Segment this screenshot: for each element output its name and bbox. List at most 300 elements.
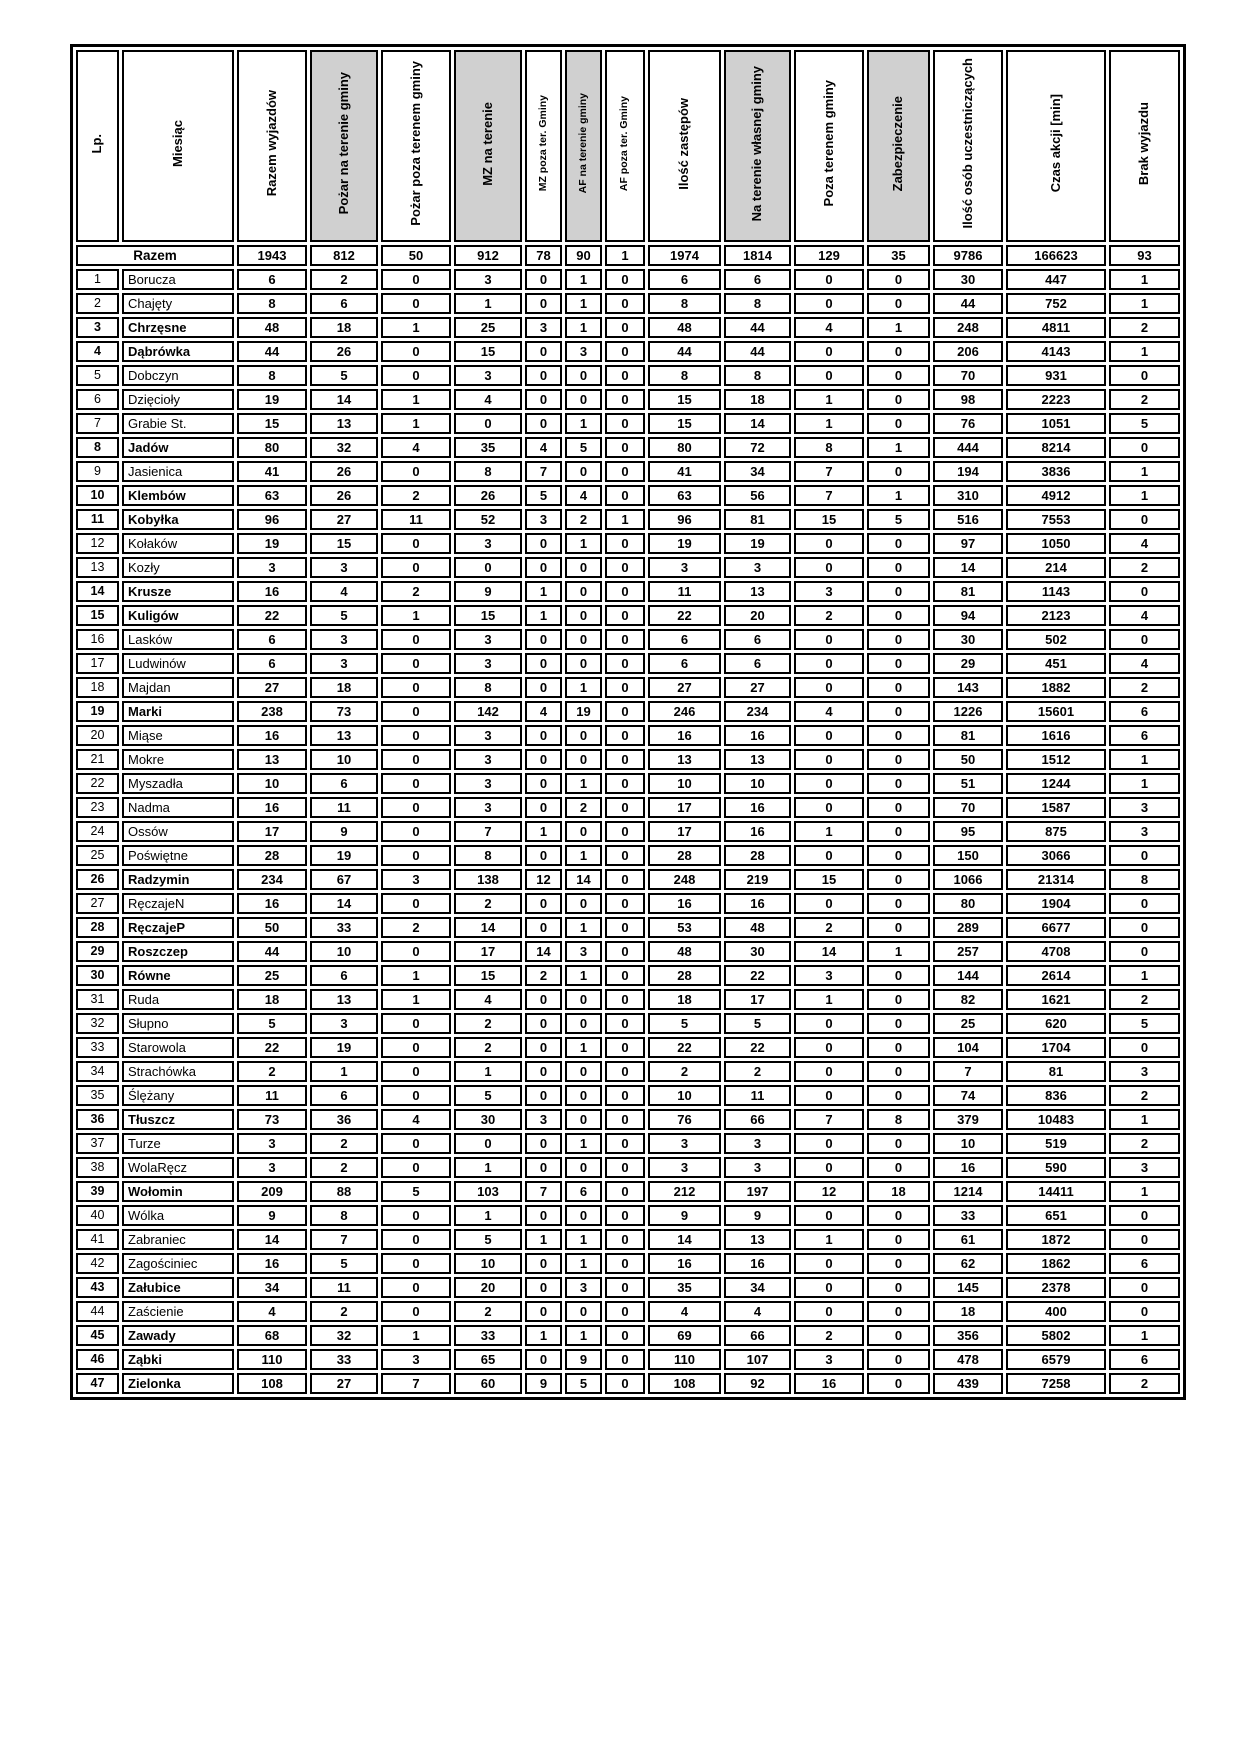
cell-value: 0	[605, 917, 645, 938]
cell-value: 28	[237, 845, 307, 866]
cell-value: 4143	[1006, 341, 1106, 362]
table-row	[76, 1349, 1180, 1370]
cell-value: 0	[525, 293, 562, 314]
cell-value: 27	[237, 677, 307, 698]
cell-value: 4	[794, 701, 864, 722]
cell-value: 0	[605, 605, 645, 626]
cell-value: 1	[381, 989, 451, 1010]
cell-value: 1	[1109, 485, 1180, 506]
cell-value: 107	[724, 1349, 791, 1370]
col-header-label: Pożar na terenie gminy	[335, 72, 351, 215]
col-header-3	[310, 50, 378, 242]
cell-value: 7	[794, 485, 864, 506]
cell-value: 1	[1109, 269, 1180, 290]
cell-value: 108	[648, 1373, 721, 1394]
cell-value: 44	[237, 941, 307, 962]
cell-value: 0	[525, 389, 562, 410]
table-row	[76, 1061, 1180, 1082]
cell-value: 0	[605, 437, 645, 458]
cell-value: 0	[605, 1325, 645, 1346]
cell-value: 0	[867, 869, 930, 890]
cell-value: 1512	[1006, 749, 1106, 770]
cell-value: 0	[605, 413, 645, 434]
cell-value: 5	[454, 1229, 522, 1250]
row-number: 45	[76, 1325, 119, 1346]
cell-value: 34	[724, 1277, 791, 1298]
row-number: 22	[76, 773, 119, 794]
table-row	[76, 1037, 1180, 1058]
col-header-label: Razem wyjazdów	[263, 90, 279, 197]
cell-value: 0	[381, 773, 451, 794]
municipality-name: Nadma	[122, 797, 234, 818]
cell-value: 3	[310, 1013, 378, 1034]
cell-value: 246	[648, 701, 721, 722]
cell-value: 0	[454, 413, 522, 434]
cell-value: 13	[237, 749, 307, 770]
cell-value: 0	[525, 1253, 562, 1274]
cell-value: 0	[867, 1325, 930, 1346]
row-number: 25	[76, 845, 119, 866]
cell-value: 1621	[1006, 989, 1106, 1010]
cell-value: 1051	[1006, 413, 1106, 434]
cell-value: 478	[933, 1349, 1003, 1370]
cell-value: 6	[310, 293, 378, 314]
cell-value: 1	[1109, 293, 1180, 314]
cell-value: 1	[1109, 461, 1180, 482]
cell-value: 41	[648, 461, 721, 482]
cell-value: 0	[525, 365, 562, 386]
cell-value: 3	[1109, 821, 1180, 842]
cell-value: 150	[933, 845, 1003, 866]
cell-value: 7258	[1006, 1373, 1106, 1394]
cell-value: 8	[1109, 869, 1180, 890]
cell-value: 0	[525, 1013, 562, 1034]
cell-value: 0	[565, 365, 602, 386]
cell-value: 94	[933, 605, 1003, 626]
cell-value: 66	[724, 1109, 791, 1130]
cell-value: 0	[605, 941, 645, 962]
cell-value: 6	[1109, 1349, 1180, 1370]
cell-value: 13	[724, 1229, 791, 1250]
cell-value: 15	[648, 413, 721, 434]
cell-value: 4912	[1006, 485, 1106, 506]
cell-value: 1	[1109, 749, 1180, 770]
cell-value: 9	[648, 1205, 721, 1226]
cell-value: 14	[724, 413, 791, 434]
cell-value: 7	[454, 821, 522, 842]
cell-value: 13	[648, 749, 721, 770]
cell-value: 8214	[1006, 437, 1106, 458]
cell-value: 28	[724, 845, 791, 866]
cell-value: 32	[310, 437, 378, 458]
cell-value: 18	[310, 677, 378, 698]
cell-value: 6	[724, 269, 791, 290]
cell-value: 56	[724, 485, 791, 506]
cell-value: 15	[237, 413, 307, 434]
table-row	[76, 1229, 1180, 1250]
table-row	[76, 1325, 1180, 1346]
cell-value: 3	[310, 557, 378, 578]
table-row	[76, 1157, 1180, 1178]
cell-value: 0	[381, 557, 451, 578]
cell-value: 9	[310, 821, 378, 842]
row-number: 47	[76, 1373, 119, 1394]
cell-value: 0	[867, 1157, 930, 1178]
cell-value: 0	[794, 293, 864, 314]
cell-value: 69	[648, 1325, 721, 1346]
municipality-name: Zielonka	[122, 1373, 234, 1394]
cell-value: 502	[1006, 629, 1106, 650]
cell-value: 65	[454, 1349, 522, 1370]
cell-value: 1	[794, 1229, 864, 1250]
cell-value: 0	[381, 1301, 451, 1322]
header-row	[76, 50, 1180, 242]
cell-value: 14	[237, 1229, 307, 1250]
col-header-12	[867, 50, 930, 242]
cell-value: 12	[794, 1181, 864, 1202]
cell-value: 0	[605, 581, 645, 602]
cell-value: 0	[867, 773, 930, 794]
cell-value: 20	[724, 605, 791, 626]
row-number: 1	[76, 269, 119, 290]
cell-value: 16	[237, 1253, 307, 1274]
row-number: 41	[76, 1229, 119, 1250]
cell-value: 1	[565, 533, 602, 554]
cell-value: 15	[794, 869, 864, 890]
cell-value: 1	[565, 317, 602, 338]
cell-value: 0	[605, 365, 645, 386]
table-row	[76, 773, 1180, 794]
cell-value: 0	[605, 629, 645, 650]
cell-value: 620	[1006, 1013, 1106, 1034]
row-number: 24	[76, 821, 119, 842]
cell-value: 18	[648, 989, 721, 1010]
cell-value: 2	[310, 1157, 378, 1178]
cell-value: 80	[648, 437, 721, 458]
cell-value: 248	[933, 317, 1003, 338]
cell-value: 0	[565, 1061, 602, 1082]
cell-value: 81	[933, 725, 1003, 746]
cell-value: 0	[525, 1061, 562, 1082]
municipality-name: Chajęty	[122, 293, 234, 314]
cell-value: 0	[867, 1037, 930, 1058]
cell-value: 0	[525, 1085, 562, 1106]
cell-value: 516	[933, 509, 1003, 530]
cell-value: 2	[525, 965, 562, 986]
cell-value: 4	[454, 389, 522, 410]
cell-value: 0	[525, 533, 562, 554]
cell-value: 15601	[1006, 701, 1106, 722]
cell-value: 5	[454, 1085, 522, 1106]
cell-value: 5	[648, 1013, 721, 1034]
cell-value: 13	[724, 581, 791, 602]
cell-value: 0	[794, 1133, 864, 1154]
cell-value: 28	[648, 965, 721, 986]
cell-value: 0	[867, 797, 930, 818]
cell-value: 0	[867, 917, 930, 938]
cell-value: 8	[724, 365, 791, 386]
cell-value: 15	[454, 965, 522, 986]
cell-value: 0	[605, 1013, 645, 1034]
municipality-name: Ruda	[122, 989, 234, 1010]
cell-value: 1	[565, 965, 602, 986]
cell-value: 14	[565, 869, 602, 890]
cell-value: 0	[565, 389, 602, 410]
cell-value: 2	[454, 1013, 522, 1034]
municipality-name: Jasienica	[122, 461, 234, 482]
cell-value: 82	[933, 989, 1003, 1010]
row-number: 18	[76, 677, 119, 698]
cell-value: 3	[381, 1349, 451, 1370]
cell-value: 0	[1109, 1229, 1180, 1250]
col-header-11	[794, 50, 864, 242]
table-row	[76, 485, 1180, 506]
cell-value: 5	[310, 365, 378, 386]
cell-value: 3	[310, 653, 378, 674]
cell-value: 1	[565, 1037, 602, 1058]
cell-value: 27	[648, 677, 721, 698]
cell-value: 7	[933, 1061, 1003, 1082]
cell-value: 3	[454, 269, 522, 290]
cell-value: 11	[237, 1085, 307, 1106]
cell-value: 0	[794, 365, 864, 386]
cell-value: 34	[237, 1277, 307, 1298]
table-row	[76, 725, 1180, 746]
summary-label: Razem	[76, 245, 234, 266]
cell-value: 0	[605, 485, 645, 506]
cell-value: 18	[724, 389, 791, 410]
cell-value: 50	[933, 749, 1003, 770]
cell-value: 1	[565, 293, 602, 314]
cell-value: 2	[1109, 677, 1180, 698]
cell-value: 48	[724, 917, 791, 938]
cell-value: 0	[525, 1277, 562, 1298]
cell-value: 6	[310, 773, 378, 794]
cell-value: 5	[565, 1373, 602, 1394]
cell-value: 0	[605, 1373, 645, 1394]
cell-value: 0	[605, 341, 645, 362]
cell-value: 0	[525, 629, 562, 650]
cell-value: 2	[381, 485, 451, 506]
cell-value: 4708	[1006, 941, 1106, 962]
cell-value: 0	[525, 893, 562, 914]
summary-value: 1	[605, 245, 645, 266]
cell-value: 0	[565, 893, 602, 914]
cell-value: 0	[605, 677, 645, 698]
cell-value: 439	[933, 1373, 1003, 1394]
municipality-name: Ząbki	[122, 1349, 234, 1370]
cell-value: 0	[605, 653, 645, 674]
table-row	[76, 557, 1180, 578]
cell-value: 0	[381, 341, 451, 362]
row-number: 15	[76, 605, 119, 626]
cell-value: 44	[648, 341, 721, 362]
cell-value: 6	[237, 269, 307, 290]
cell-value: 16	[724, 821, 791, 842]
cell-value: 19	[310, 845, 378, 866]
table-row	[76, 677, 1180, 698]
cell-value: 0	[565, 557, 602, 578]
cell-value: 3	[310, 629, 378, 650]
cell-value: 0	[565, 1013, 602, 1034]
cell-value: 0	[381, 1253, 451, 1274]
cell-value: 248	[648, 869, 721, 890]
col-header-label: MZ na terenie	[479, 101, 495, 186]
municipality-name: Dobczyn	[122, 365, 234, 386]
cell-value: 8	[454, 845, 522, 866]
cell-value: 0	[525, 725, 562, 746]
municipality-name: Jadów	[122, 437, 234, 458]
cell-value: 15	[310, 533, 378, 554]
cell-value: 1	[1109, 965, 1180, 986]
cell-value: 0	[867, 749, 930, 770]
col-header-14	[1006, 50, 1106, 242]
cell-value: 3	[794, 581, 864, 602]
cell-value: 30	[933, 629, 1003, 650]
municipality-name: Kobyłka	[122, 509, 234, 530]
col-header-label: Czas akcji [min]	[1047, 94, 1063, 193]
cell-value: 0	[794, 533, 864, 554]
cell-value: 27	[310, 509, 378, 530]
cell-value: 13	[310, 725, 378, 746]
cell-value: 3	[381, 869, 451, 890]
cell-value: 0	[525, 413, 562, 434]
table-row	[76, 1133, 1180, 1154]
col-header-15	[1109, 50, 1180, 242]
cell-value: 8	[648, 365, 721, 386]
cell-value: 0	[867, 725, 930, 746]
cell-value: 752	[1006, 293, 1106, 314]
municipality-name: Turze	[122, 1133, 234, 1154]
cell-value: 11	[724, 1085, 791, 1106]
cell-value: 33	[310, 917, 378, 938]
cell-value: 5	[310, 1253, 378, 1274]
cell-value: 0	[1109, 845, 1180, 866]
cell-value: 13	[724, 749, 791, 770]
cell-value: 8	[237, 293, 307, 314]
cell-value: 0	[794, 269, 864, 290]
col-header-0	[76, 50, 119, 242]
cell-value: 0	[794, 1301, 864, 1322]
cell-value: 0	[605, 1157, 645, 1178]
cell-value: 379	[933, 1109, 1003, 1130]
cell-value: 0	[605, 293, 645, 314]
row-number: 21	[76, 749, 119, 770]
cell-value: 6	[237, 653, 307, 674]
cell-value: 0	[867, 1085, 930, 1106]
cell-value: 0	[794, 653, 864, 674]
cell-value: 2	[1109, 557, 1180, 578]
cell-value: 2614	[1006, 965, 1106, 986]
cell-value: 1	[310, 1061, 378, 1082]
cell-value: 0	[1109, 1037, 1180, 1058]
cell-value: 0	[605, 1277, 645, 1298]
cell-value: 1	[454, 293, 522, 314]
cell-value: 1862	[1006, 1253, 1106, 1274]
cell-value: 16	[724, 893, 791, 914]
cell-value: 206	[933, 341, 1003, 362]
cell-value: 0	[1109, 365, 1180, 386]
row-number: 12	[76, 533, 119, 554]
cell-value: 70	[933, 797, 1003, 818]
cell-value: 63	[237, 485, 307, 506]
cell-value: 0	[867, 989, 930, 1010]
cell-value: 2123	[1006, 605, 1106, 626]
cell-value: 0	[1109, 893, 1180, 914]
cell-value: 104	[933, 1037, 1003, 1058]
municipality-name: Strachówka	[122, 1061, 234, 1082]
municipality-name: Mokre	[122, 749, 234, 770]
row-number: 42	[76, 1253, 119, 1274]
cell-value: 108	[237, 1373, 307, 1394]
table-header	[76, 50, 1180, 242]
municipality-name: Radzymin	[122, 869, 234, 890]
cell-value: 10483	[1006, 1109, 1106, 1130]
cell-value: 0	[1109, 581, 1180, 602]
cell-value: 14	[454, 917, 522, 938]
cell-value: 4	[454, 989, 522, 1010]
cell-value: 14	[310, 893, 378, 914]
col-header-7	[565, 50, 602, 242]
table-row	[76, 533, 1180, 554]
row-number: 33	[76, 1037, 119, 1058]
cell-value: 0	[381, 677, 451, 698]
cell-value: 0	[867, 677, 930, 698]
cell-value: 0	[565, 1109, 602, 1130]
col-header-1	[122, 50, 234, 242]
cell-value: 0	[381, 533, 451, 554]
cell-value: 3836	[1006, 461, 1106, 482]
cell-value: 14	[648, 1229, 721, 1250]
cell-value: 1	[794, 989, 864, 1010]
fire-department-statistics-table	[70, 44, 1186, 1400]
col-header-13	[933, 50, 1003, 242]
row-number: 46	[76, 1349, 119, 1370]
cell-value: 10	[310, 749, 378, 770]
cell-value: 1	[867, 317, 930, 338]
cell-value: 5	[565, 437, 602, 458]
cell-value: 0	[794, 845, 864, 866]
cell-value: 0	[381, 1061, 451, 1082]
col-header-label: AF na terenie gminy	[576, 93, 589, 194]
cell-value: 0	[794, 1157, 864, 1178]
municipality-name: Borucza	[122, 269, 234, 290]
cell-value: 1	[565, 773, 602, 794]
cell-value: 2378	[1006, 1277, 1106, 1298]
cell-value: 0	[525, 1301, 562, 1322]
table-row	[76, 1013, 1180, 1034]
table-row	[76, 1301, 1180, 1322]
cell-value: 26	[310, 341, 378, 362]
row-number: 36	[76, 1109, 119, 1130]
row-number: 7	[76, 413, 119, 434]
table-row	[76, 1373, 1180, 1394]
cell-value: 2	[565, 797, 602, 818]
cell-value: 931	[1006, 365, 1106, 386]
cell-value: 145	[933, 1277, 1003, 1298]
summary-row	[76, 245, 1180, 266]
table-body	[76, 245, 1180, 1394]
cell-value: 80	[237, 437, 307, 458]
municipality-name: Marki	[122, 701, 234, 722]
cell-value: 0	[605, 989, 645, 1010]
cell-value: 0	[1109, 629, 1180, 650]
municipality-name: Kuligów	[122, 605, 234, 626]
cell-value: 48	[237, 317, 307, 338]
cell-value: 1	[867, 485, 930, 506]
cell-value: 0	[605, 1253, 645, 1274]
cell-value: 3	[454, 773, 522, 794]
